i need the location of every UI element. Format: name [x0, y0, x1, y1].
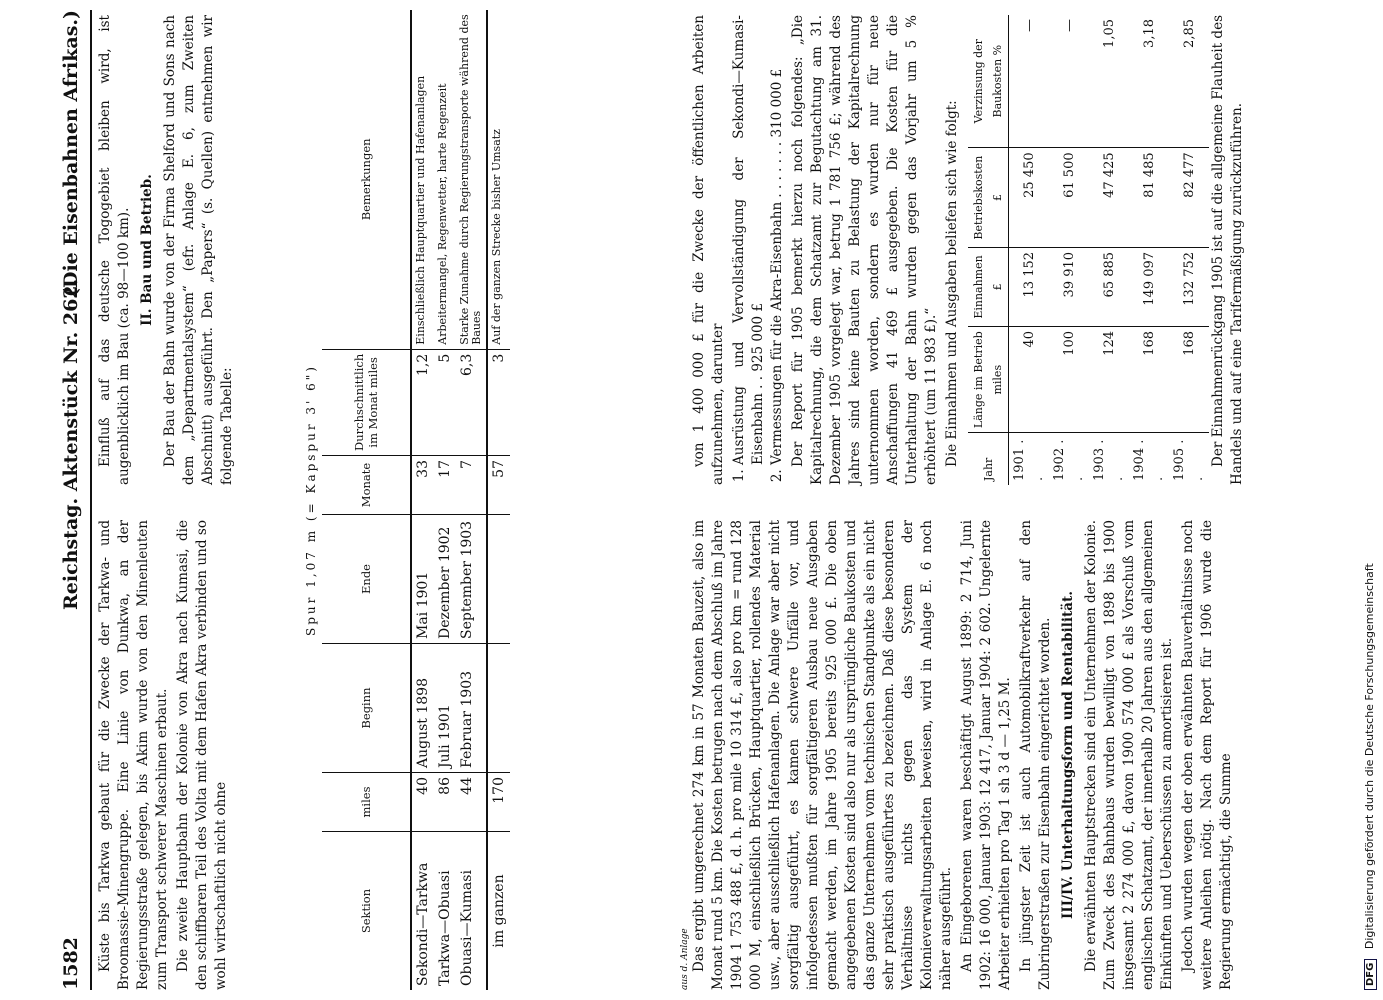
cell: —: [1049, 15, 1089, 148]
finance-table: [968, 15, 1209, 485]
cell: 61 500: [1049, 148, 1089, 248]
cell: Einschließlich Hauptquartier und Hafenanlagen: [411, 10, 434, 349]
paragraph: Jedoch wurden wegen der oben erwähnten Bauverhältnisse noch weitere Anleihen nötig. Nach dem Report für 1906 wurde die Regierung ermächtigt, die Summe: [1180, 520, 1234, 990]
paragraph: Die erwähnten Hauptstrecken sind ein Unternehmen der Kolonie. Zum Zweck des Bahnbaus wurden bewilligt von 1898 bis 1900 insgesamt 2 274 000 £, davon 1900 574 000 £ als Vorschuß vom englischen Schatzamt, der innerhalb 20 Jahren aus den allgemeinen Einkünften und Ueberschüssen zu amortisieren ist.: [1083, 520, 1175, 990]
cell: 1,2: [411, 349, 434, 455]
cell: 81 485: [1129, 148, 1169, 248]
col-header: Durchschnittlich im Monat miles: [322, 349, 411, 455]
cell: August 1898: [411, 644, 434, 773]
cell: 25 450: [1009, 148, 1050, 248]
col-header: Beginn: [322, 644, 411, 773]
cell: 149 097: [1129, 247, 1169, 326]
cell: Tarkwa—Obuasi: [437, 870, 453, 986]
paragraph: Der Report für 1905 bemerkt hierzu noch folgendes: „Die Kapitalrechnung, die dem Schatzamt zur Begutachtung am 31. Dezember 1905 vorgelegt war, betrug 1 781 756 £; während des Jahres sind keine Bauten zu Belastung der Kapitalrechnung unternommen worden, sondern es wurden nur für neue Anschaffungen 41 469 £ ausgegeben. Die Kosten für die Unterhaltung der Bahn wurden gegen das Vorjahr um 5 % erhöhtert (um 11 983 £).“: [790, 15, 939, 485]
cell: Starke Zunahme durch Regierungstransporte während des Baues: [456, 10, 487, 349]
cell: 3: [487, 349, 510, 455]
cell: September 1903: [456, 515, 487, 644]
cell: 33: [411, 456, 434, 515]
cell: 82 477: [1169, 148, 1209, 248]
list: [730, 15, 787, 465]
col-header: Ende: [322, 515, 411, 644]
total-row: [487, 10, 510, 990]
dfg-logo: DFG: [1364, 959, 1377, 990]
construction-table: [300, 10, 510, 990]
cell: Obuasi—Kumasi: [459, 870, 475, 986]
table-row: [1129, 15, 1169, 485]
cell: Dezember 1902: [434, 515, 456, 644]
paragraph: Der Einnahmenrückgang 1905 ist auf die allgemeine Flauheit des Handels und auf eine Tarifermäßigung zurückzuführen.: [1210, 15, 1245, 485]
cell: 100: [1049, 326, 1089, 432]
paragraph: Der Bau der Bahn wurde von der Firma Shelford und Sons nach dem „Departmentalsystem“ (efr. Anlage E. 6, zum Zweiten Abschnitt) ausgeführt. Den „Papers“ (s. Quellen) entnehmen wir folgende Tabelle:: [162, 15, 235, 485]
paragraph: Einfluß auf das deutsche Togogebiet bleiben wird, ist augenblicklich im Bau (ca. 98—100 km).: [97, 15, 132, 485]
cell: 65 885: [1089, 247, 1129, 326]
header-rule: [90, 10, 92, 990]
cell: [487, 515, 510, 644]
col-header: Monate: [322, 456, 411, 515]
footer-text: Digitalisierung gefördert durch die Deutsche Forschungsgemeinschaft: [1363, 563, 1376, 950]
cell: 5: [434, 349, 456, 455]
col-header: Sektion: [322, 832, 411, 991]
col-header: Jahr: [968, 433, 1009, 485]
cell: 6,3: [456, 349, 487, 455]
table-row: [411, 10, 434, 990]
cell: 40: [411, 773, 434, 832]
cell: Mai 1901: [411, 515, 434, 644]
paragraph: An Eingeborenen waren beschäftigt August 1899: 2 714, Juni 1902: 16 000, Januar 1903: 12 417, Januar 1904: 2 602. Ungelernte Arbeiter erhielten pro Tag 1 sh 3 d — 1,25 M.: [959, 520, 1013, 990]
cell: 2,85: [1169, 15, 1209, 148]
cell: Juli 1901: [434, 644, 456, 773]
table-row: [1049, 15, 1089, 485]
col-header: miles: [322, 773, 411, 832]
cell: 168: [1169, 326, 1209, 432]
paragraph: Küste bis Tarkwa gebaut für die Zwecke der Tarkwa- und Broomassie-Minengruppe. Eine Linie von Dunkwa, an der Regierungsstraße gelegen, bis Akim wurde von den Minenleuten zum Transport schwerer Maschinen erbaut.: [97, 520, 170, 990]
page-number: 1582: [60, 937, 82, 990]
cell: Februar 1903: [456, 644, 487, 773]
paragraph: Die zweite Hauptbahn der Kolonie von Akra nach Kumasi, die den schiffbaren Teil des Volta mit dem Hafen Akra verbinden und so wohl wirtschaftlich nicht ohne: [175, 520, 229, 990]
table-row: [1089, 15, 1129, 485]
col-header: Länge im Betrieb miles: [968, 326, 1009, 432]
section-heading: III/IV. Unterhaltungsform und Rentabilität.: [1060, 591, 1076, 919]
cell: —: [1009, 15, 1050, 148]
cell: 13 152: [1009, 247, 1050, 326]
cell: 39 910: [1049, 247, 1089, 326]
table-row: [1169, 15, 1209, 485]
paragraph: In jüngster Zeit ist auch Automobilkraftverkehr auf den Zubringerstraßen zur Eisenbahn eingerichtet worden.: [1018, 520, 1053, 990]
cell: 7: [456, 456, 487, 515]
list-item: 2. Vermessungen für die Akra-Eisenbahn . . . . . . . 310 000 £: [768, 15, 787, 465]
left-column-bottom: [690, 520, 1238, 990]
cell: 1902 . .: [1052, 439, 1086, 481]
cell: 47 425: [1089, 148, 1129, 248]
header-title: Reichstag. Aktenstück Nr. 262.: [60, 278, 82, 610]
cell: 86: [434, 773, 456, 832]
cell: 1903 . .: [1092, 439, 1126, 481]
col-header: Bemerkungen: [322, 10, 411, 349]
table-row: [434, 10, 456, 990]
cell: 170: [487, 773, 510, 832]
cell: 3,18: [1129, 15, 1169, 148]
cell: 1901 . .: [1012, 439, 1046, 481]
cell: 57: [487, 456, 510, 515]
table-row: [456, 10, 487, 990]
section-heading: II. Bau und Betrieb.: [139, 174, 155, 326]
cell: 40: [1009, 326, 1050, 432]
cell: 17: [434, 456, 456, 515]
cell: 1,05: [1089, 15, 1129, 148]
running-header: [60, 10, 88, 990]
col-header: Verzinsung der Baukosten %: [968, 15, 1009, 148]
paragraph: Das ergibt umgerechnet 274 km in 57 Monaten Bauzeit, also im Monat rund 5 km. Die Kosten betrugen nach dem Abschluß im Jahre 1904 1 753 488 £, d. h. pro mile 10 314 £, also pro km = rund 128 000 M, einschließlich Brücken, Hauptquartier, rollendes Material usw., aber ausschließlich Hafenanlagen. Die Anlage war aber nicht sorgfältig ausgeführt, es kamen schwere Unfälle vor, und infolgedessen mußten für sorgfältigeren Ausbau neue Ausgaben gemacht werden, im Jahre 1905 bereits 925 000 £. Die oben angegebenen Kosten sind also nur als ursprüngliche Baukosten und das ganze Unternehmen vom technischen Standpunkte als ein nicht sehr praktisch ausgeführtes zu bezeichnen. Daß diese besonderen Verhältnisse nichts gegen das System der Kolonieverwaltungsarbeiten beweisen, wird in Anlage E. 6 noch näher ausgeführt.: [691, 520, 954, 990]
cell: 168: [1129, 326, 1169, 432]
cell: im ganzen: [487, 832, 510, 991]
table-subtitle: Spur 1,07 m (= Kapspur 3' 6"): [304, 364, 318, 636]
footer: [1363, 563, 1377, 990]
col-header: Betriebskosten £: [968, 148, 1009, 248]
cell: Auf der ganzen Strecke bisher Umsatz: [487, 10, 510, 349]
right-column-bottom: [690, 15, 1249, 485]
paragraph: Die Einnahmen und Ausgaben beliefen sich wie folgt:: [944, 100, 960, 467]
cell: Sekondi—Tarkwa: [415, 862, 431, 986]
cell: 1905 . .: [1172, 439, 1206, 481]
cell: 132 752: [1169, 247, 1209, 326]
cell: Arbeitermangel, Regenwetter, harte Regenzeit: [434, 10, 456, 349]
list-item: 1. Ausrüstung und Vervollständigung der Sekondi—Kumasi-Eisenbahn . . 925 000 £: [730, 15, 768, 465]
cell: 1904 . .: [1132, 439, 1166, 481]
header-subject: (Die Eisenbahnen Afrikas.): [60, 10, 82, 298]
cell: 124: [1089, 326, 1129, 432]
paragraph: von 1 400 000 £ für die Zwecke der öffentlichen Arbeiten aufzunehmen, darunter: [691, 15, 726, 485]
col-header: Einnahmen £: [968, 247, 1009, 326]
table-row: [1009, 15, 1050, 485]
left-column-top: [96, 520, 233, 990]
cell: [487, 644, 510, 773]
margin-note: aus d. Anlage: [680, 928, 690, 990]
cell: 44: [456, 773, 487, 832]
right-column-top: [96, 15, 239, 485]
